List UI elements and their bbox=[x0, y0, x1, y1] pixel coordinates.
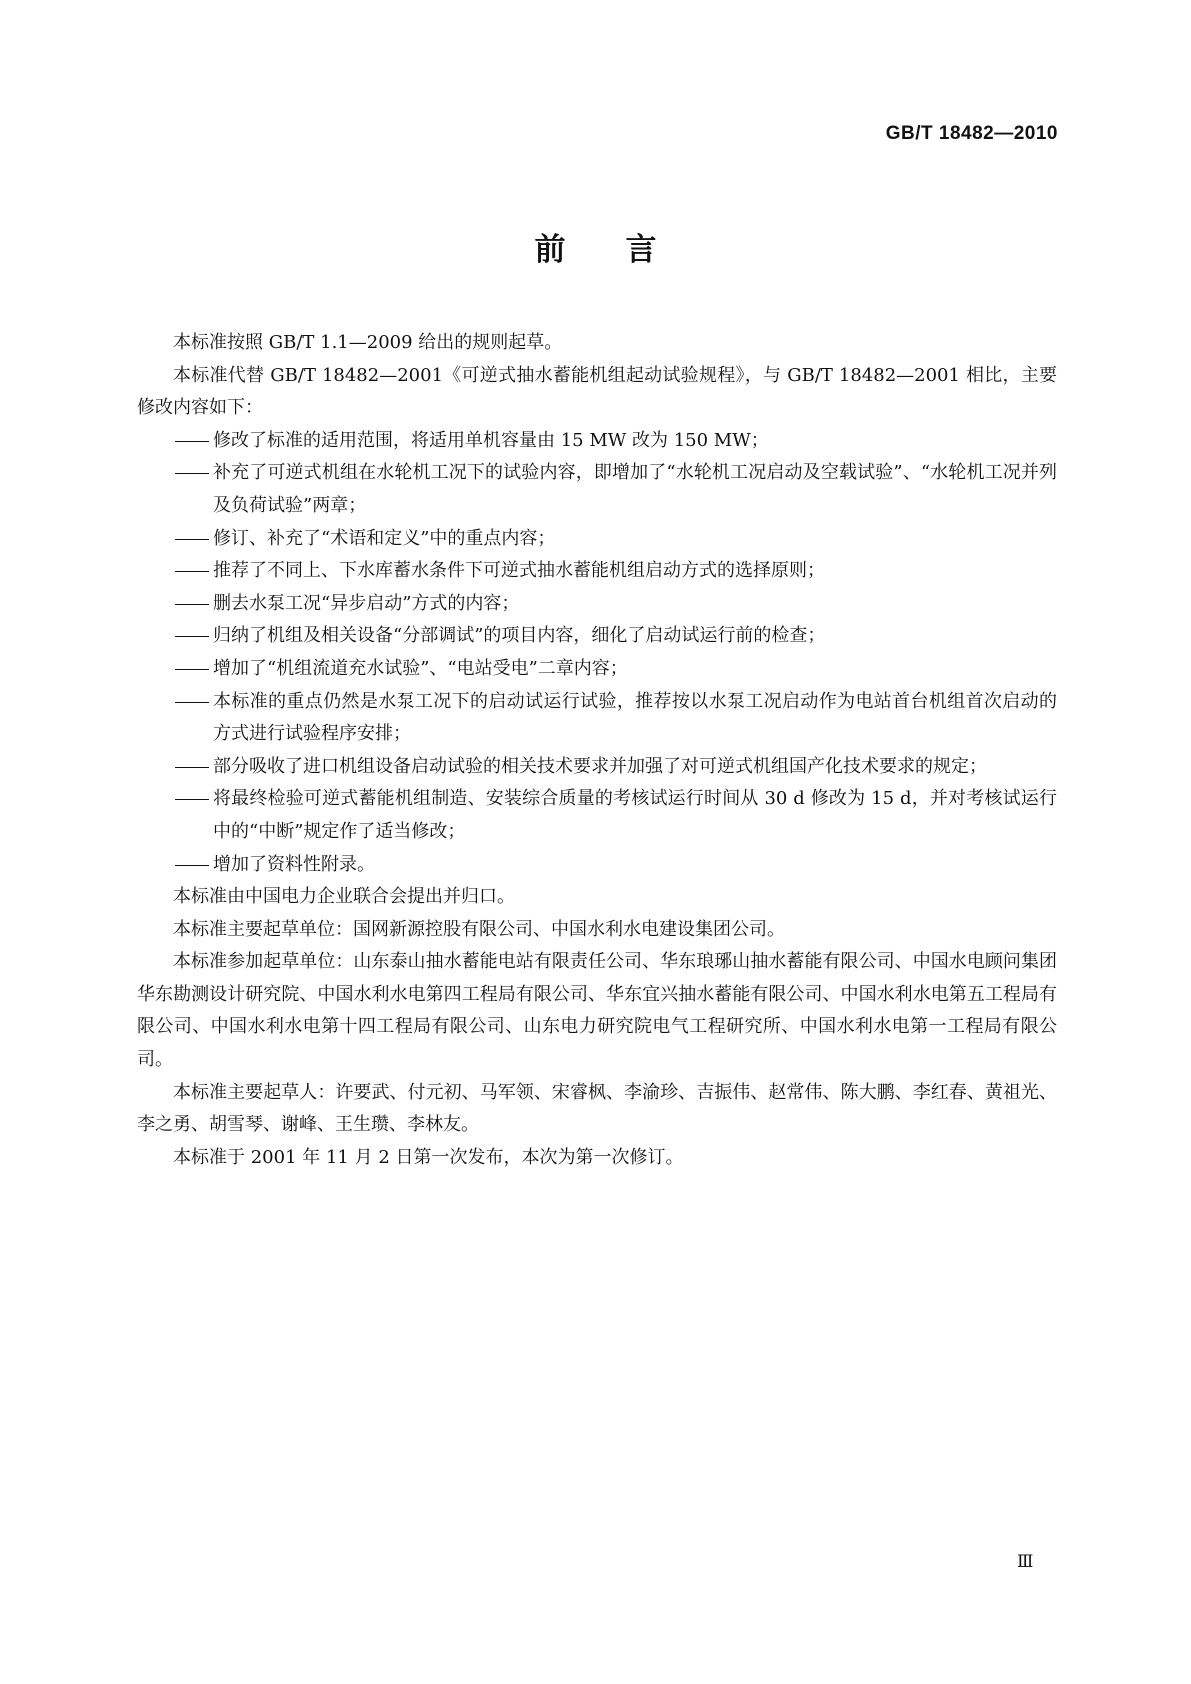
list-item bbox=[137, 523, 1057, 556]
list-item-text: 部分吸收了进口机组设备启动试验的相关技术要求并加强了对可逆式机组国产化技术要求的规定； bbox=[213, 755, 987, 777]
list-item-text: 归纳了机组及相关设备“分部调试”的项目内容，细化了启动试运行前的检查； bbox=[213, 625, 826, 647]
list-item bbox=[137, 425, 1057, 458]
foreword-body bbox=[137, 327, 1057, 1174]
paragraph-replaces: 本标准代替 GB/T 18482—2001《可逆式抽水蓄能机组起动试验规程》，与 GB/T 18482—2001 相比，主要修改内容如下： bbox=[137, 364, 1057, 419]
list-item bbox=[137, 588, 1057, 621]
paragraph-proposer: 本标准由中国电力企业联合会提出并归口。 bbox=[173, 886, 515, 908]
title-char-1: 前 bbox=[534, 232, 566, 268]
changes-list bbox=[137, 425, 1057, 881]
list-item bbox=[137, 457, 1057, 522]
list-item-text: 修改了标准的适用范围，将适用单机容量由 15 MW 改为 150 MW； bbox=[213, 429, 769, 451]
list-item-text: 推荐了不同上、下水库蓄水条件下可逆式抽水蓄能机组启动方式的选择原则； bbox=[213, 560, 825, 582]
list-item-text: 修订、补充了“术语和定义”中的重点内容； bbox=[213, 527, 556, 549]
title-char-2: 言 bbox=[625, 232, 657, 268]
paragraph-drafting-rules: 本标准按照 GB/T 1.1—2009 给出的规则起草。 bbox=[173, 332, 563, 353]
list-item bbox=[137, 555, 1057, 588]
page-title bbox=[0, 224, 1191, 269]
list-item-text: 增加了“机组流道充水试验”、“电站受电”二章内容； bbox=[213, 657, 628, 679]
paragraph-main-drafting-units: 本标准主要起草单位：国网新源控股有限公司、中国水利水电建设集团公司。 bbox=[173, 918, 785, 940]
paragraph-participating-units: 本标准参加起草单位：山东泰山抽水蓄能电站有限责任公司、华东琅琊山抽水蓄能有限公司、中国水电顾问集团华东勘测设计研究院、中国水利水电第四工程局有限公司、华东宜兴抽水蓄能有限公司、中国水利水电第五工程局有限公司、中国水利水电第十四工程局有限公司、山东电力研究院电气工程研究所、中国水利水电第一工程局有限公司。 bbox=[137, 951, 1057, 1071]
paragraph-publication-history: 本标准于 2001 年 11 月 2 日第一次发布，本次为第一次修订。 bbox=[173, 1146, 684, 1168]
list-item bbox=[137, 783, 1057, 848]
page-number: Ⅲ bbox=[1017, 1552, 1034, 1572]
standard-code: GB/T 18482—2010 bbox=[885, 123, 1058, 144]
list-item bbox=[137, 653, 1057, 686]
list-item-text: 补充了可逆式机组在水轮机工况下的试验内容，即增加了“水轮机工况启动及空载试验”、“水轮机工况并列及负荷试验”两章； bbox=[213, 462, 1057, 516]
list-item bbox=[137, 849, 1057, 882]
paragraph-drafters: 本标准主要起草人：许要武、付元初、马军领、宋睿枫、李渝珍、吉振伟、赵常伟、陈大鹏、李红春、黄祖光、李之勇、胡雪琴、谢峰、王生瓒、李林友。 bbox=[137, 1081, 1057, 1136]
list-item-text: 删去水泵工况“异步启动”方式的内容； bbox=[213, 592, 520, 614]
list-item-text: 本标准的重点仍然是水泵工况下的启动试运行试验，推荐按以水泵工况启动作为电站首台机组首次启动的方式进行试验程序安排； bbox=[213, 690, 1057, 745]
list-item-text: 将最终检验可逆式蓄能机组制造、安装综合质量的考核试运行时间从 30 d 修改为 15 d，并对考核试运行中的“中断”规定作了适当修改； bbox=[213, 788, 1057, 842]
list-item bbox=[137, 686, 1057, 751]
list-item bbox=[137, 751, 1057, 784]
list-item-text: 增加了资料性附录。 bbox=[213, 853, 375, 875]
list-item bbox=[137, 620, 1057, 653]
